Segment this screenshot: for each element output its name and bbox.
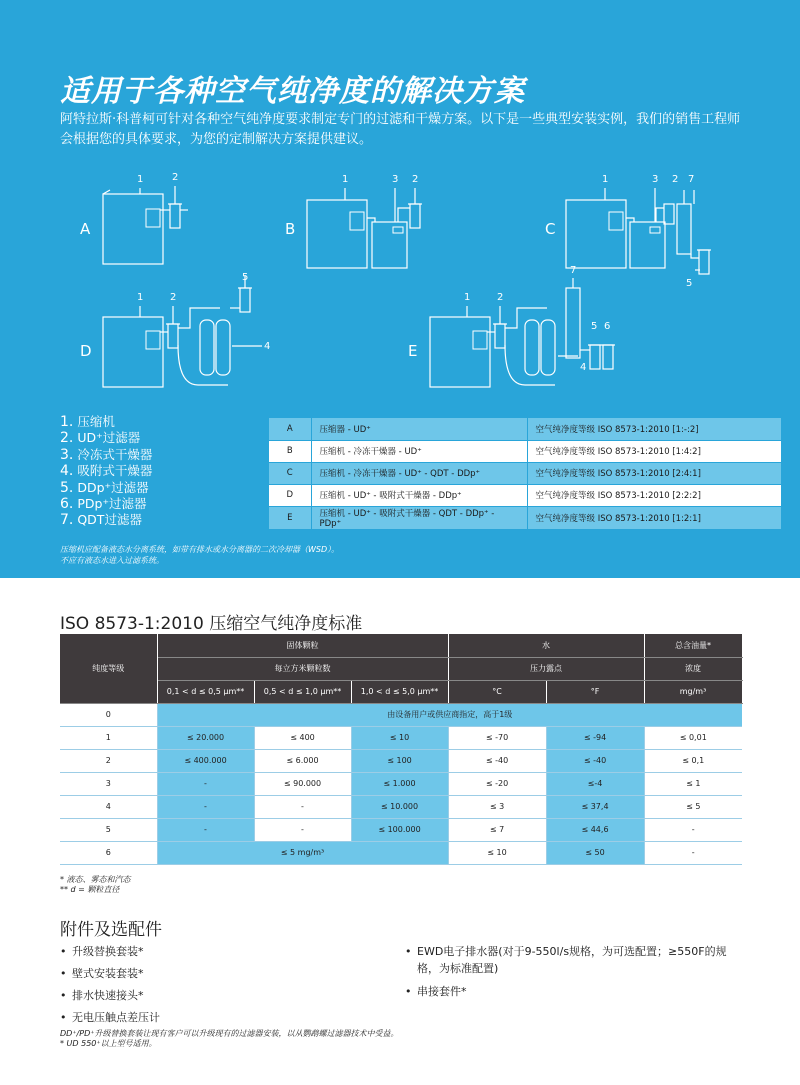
- config-row: A 压缩器 - UD⁺ 空气纯净度等级 ISO 8573-1:2010 [1:-:2]: [269, 418, 781, 440]
- dewpoint-header: 压力露点: [448, 657, 644, 680]
- diagram-e: [408, 265, 615, 387]
- diagram-letter-c: C: [545, 220, 556, 238]
- table-row: 2 ≤ 400.000 ≤ 6.000 ≤ 100 ≤ -40 ≤ -40 ≤ 0,1: [60, 749, 742, 772]
- callout-c-1: 1: [602, 174, 609, 185]
- size-col-header: 0,5 < d ≤ 1,0 μm**: [254, 680, 351, 703]
- accessories-title: 附件及选配件: [60, 920, 162, 940]
- accessories-list-left: [60, 941, 390, 1029]
- page-title: 适用于各种空气纯净度的解决方案: [60, 74, 525, 109]
- callout-e-4: 4: [580, 362, 587, 373]
- list-item: • 壁式安装套装*: [60, 967, 144, 980]
- callout-d-4: 4: [264, 341, 271, 352]
- callout-c-5: 5: [686, 278, 693, 289]
- per-m3-header: 每立方米颗粒数: [157, 657, 448, 680]
- unit-c-header: °C: [448, 680, 546, 703]
- intro-text: 阿特拉斯·科普柯可针对各种空气纯净度要求制定专门的过滤和干燥方案。以下是一些典型安装实例，我们的销售工程师会根据您的具体要求，为您的定制解决方案提供建议。: [60, 112, 741, 147]
- accessories-list-right: [405, 943, 745, 1006]
- iso-notes: * 液态、雾态和汽态 ** d = 颗粒直径: [60, 875, 131, 894]
- table-row: 5 - - ≤ 100.000 ≤ 7 ≤ 44,6 -: [60, 818, 742, 841]
- solid-header: 固体颗粒: [157, 634, 448, 657]
- callout-c-3: 3: [652, 174, 659, 185]
- callout-d-1: 1: [137, 292, 144, 303]
- callout-d-2: 2: [170, 292, 177, 303]
- callout-c-2: 2: [672, 174, 679, 185]
- callout-b-3: 3: [392, 174, 399, 185]
- legend-item: 1. 压缩机: [60, 414, 115, 430]
- table-row: 1 ≤ 20.000 ≤ 400 ≤ 10 ≤ -70 ≤ -94 ≤ 0,01: [60, 726, 742, 749]
- iso-purity-table: [60, 634, 743, 865]
- compressor-note: 压缩机应配备液态水分离系统，如带有排水或水分离器的二次冷却器（WSD）。 不应有液态水进入过滤系统。: [60, 545, 340, 565]
- configuration-table: [269, 418, 781, 530]
- callout-b-2: 2: [412, 174, 419, 185]
- legend-item: 4. 吸附式干燥器: [60, 463, 153, 480]
- unit-f-header: °F: [546, 680, 644, 703]
- callout-b-1: 1: [342, 174, 349, 185]
- legend-item: 7. QDT过滤器: [60, 512, 142, 529]
- list-item: • EWD电子排水器(对于9-550l/s规格，为可选配置；≥550F的规格，为标准配置): [405, 945, 727, 975]
- diagram-letter-b: B: [285, 220, 296, 238]
- callout-a-2: 2: [172, 172, 179, 183]
- diagram-d: [80, 272, 270, 387]
- callout-e-6: 6: [604, 321, 611, 332]
- diagram-letter-e: E: [408, 342, 418, 360]
- list-item: • 串接套件*: [405, 985, 467, 998]
- component-legend: [60, 414, 152, 529]
- concentration-header: 浓度: [644, 657, 742, 680]
- water-header: 水: [448, 634, 644, 657]
- diagram-b: [285, 174, 422, 268]
- installation-diagrams: [0, 160, 800, 410]
- legend-item: 5. DDp⁺过滤器: [60, 479, 149, 496]
- callout-e-7: 7: [570, 265, 577, 276]
- callout-d-5: 5: [242, 272, 249, 283]
- legend-item: 6. PDp⁺过滤器: [60, 496, 147, 513]
- table-row: 6 ≤ 5 mg/m³ ≤ 10 ≤ 50 -: [60, 841, 742, 864]
- diagram-letter-d: D: [80, 342, 92, 360]
- config-row: E 压缩机 - UD⁺ - 吸附式干燥器 - QDT - DDp⁺ - PDp⁺ 空气纯净度等级 ISO 8573-1:2010 [1:2:1]: [269, 506, 781, 529]
- callout-c-7: 7: [688, 174, 695, 185]
- table-row: 3 - ≤ 90.000 ≤ 1.000 ≤ -20 ≤-4 ≤ 1: [60, 772, 742, 795]
- callout-e-5: 5: [591, 321, 598, 332]
- table-row: 0 由设备用户或供应商指定，高于1级: [60, 703, 742, 726]
- accessories-notes: DD⁺/PD⁺升级替换套装让现有客户可以升级现有的过滤器安装，以从鹦鹉螺过滤器技术中受益。 * UD 550⁺以上型号适用。: [60, 1029, 399, 1048]
- table-row: 4 - - ≤ 10.000 ≤ 3 ≤ 37,4 ≤ 5: [60, 795, 742, 818]
- purity-class-header: 纯度等级: [60, 634, 157, 703]
- callout-e-2: 2: [497, 292, 504, 303]
- list-item: • 升级替换套装*: [60, 945, 144, 958]
- config-row: D 压缩机 - UD⁺ - 吸附式干燥器 - DDp⁺ 空气纯净度等级 ISO 8573-1:2010 [2:2:2]: [269, 484, 781, 506]
- iso-title: ISO 8573-1:2010 压缩空气纯净度标准: [60, 614, 363, 634]
- size-col-header: 1,0 < d ≤ 5,0 μm**: [351, 680, 448, 703]
- list-item: • 无电压触点差压计: [60, 1011, 160, 1024]
- config-row: B 压缩机 - 冷冻干燥器 - UD⁺ 空气纯净度等级 ISO 8573-1:2010 [1:4:2]: [269, 440, 781, 462]
- callout-a-1: 1: [137, 174, 144, 185]
- oil-header: 总含油量*: [644, 634, 742, 657]
- diagram-a: [80, 172, 188, 264]
- list-item: • 排水快速接头*: [60, 989, 144, 1002]
- callout-e-1: 1: [464, 292, 471, 303]
- size-col-header: 0,1 < d ≤ 0,5 μm**: [157, 680, 254, 703]
- unit-mg-header: mg/m³: [644, 680, 742, 703]
- legend-item: 2. UD⁺过滤器: [60, 430, 141, 447]
- diagram-letter-a: A: [80, 220, 91, 238]
- config-row: C 压缩机 - 冷冻干燥器 - UD⁺ - QDT - DDp⁺ 空气纯净度等级 ISO 8573-1:2010 [2:4:1]: [269, 462, 781, 484]
- legend-item: 3. 冷冻式干燥器: [60, 446, 153, 463]
